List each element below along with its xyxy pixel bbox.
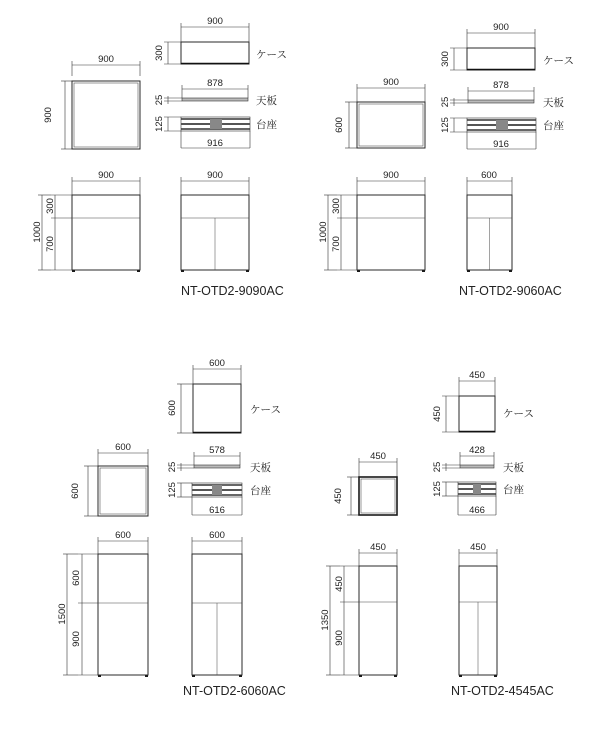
case-width-dim: 900 (207, 16, 223, 27)
plan-outline (72, 81, 140, 149)
top-plate-label: 天板 (503, 462, 524, 474)
base-label: 台座 (543, 120, 564, 132)
top-plate-height-dim: 25 (167, 461, 178, 473)
front-outline (98, 554, 148, 675)
base-part (440, 117, 564, 150)
base-width-dim: 916 (207, 138, 223, 149)
plan-depth-dim: 600 (334, 117, 345, 133)
case-outline (181, 42, 249, 64)
plan-outline (98, 466, 148, 516)
front-width-dim: 900 (98, 170, 114, 181)
base-height-dim: 125 (432, 481, 443, 497)
top-plate-height-dim: 25 (432, 461, 443, 473)
case-height-dim: 450 (432, 406, 443, 422)
product-9060 (318, 22, 574, 298)
plan-depth-dim: 450 (333, 488, 344, 504)
top-plate-outline (468, 100, 534, 103)
front-upper-dim: 600 (71, 570, 82, 586)
plan-width-dim: 900 (383, 77, 399, 88)
front-total-dim: 1000 (32, 221, 43, 243)
base-label: 台座 (250, 485, 271, 497)
case-height-dim: 300 (440, 51, 451, 67)
base-height-dim: 125 (167, 482, 178, 498)
top-plate-width-dim: 878 (493, 80, 509, 91)
side-width-dim: 600 (481, 170, 497, 181)
case-label: ケース (503, 408, 534, 420)
front-elevation (318, 170, 425, 272)
case-label: ケース (256, 49, 287, 61)
case-part (154, 16, 287, 64)
front-lower-dim: 700 (331, 236, 342, 252)
plan-width-dim: 600 (115, 442, 131, 453)
case-height-dim: 600 (167, 400, 178, 416)
front-upper-dim: 300 (45, 198, 56, 214)
top-plate-width-dim: 878 (207, 78, 223, 89)
case-height-dim: 300 (154, 45, 165, 61)
model-name: NT-OTD2-6060AC (183, 684, 286, 698)
case-width-dim: 600 (209, 358, 225, 369)
case-label: ケース (543, 55, 574, 67)
front-total-dim: 1500 (57, 603, 68, 625)
side-elevation (459, 542, 497, 677)
base-part (432, 481, 524, 516)
plan-view (43, 54, 140, 149)
front-upper-dim: 300 (331, 198, 342, 214)
plan-depth-dim: 900 (43, 107, 54, 123)
front-total-dim: 1000 (318, 221, 329, 243)
top-plate-part (432, 445, 524, 474)
model-name: NT-OTD2-4545AC (451, 684, 554, 698)
plan-view (333, 451, 397, 515)
side-width-dim: 900 (207, 170, 223, 181)
base-height-dim: 125 (154, 116, 165, 132)
front-elevation (57, 530, 148, 677)
case-outline (467, 48, 535, 70)
base-width-dim: 616 (209, 505, 225, 516)
case-part (432, 370, 534, 432)
top-plate-label: 天板 (543, 97, 564, 109)
front-width-dim: 450 (370, 542, 386, 553)
top-plate-height-dim: 25 (440, 96, 451, 108)
top-plate-width-dim: 428 (469, 445, 485, 456)
base-part (167, 482, 271, 516)
base-width-dim: 466 (469, 505, 485, 516)
product-9090 (32, 16, 287, 298)
front-lower-dim: 900 (334, 630, 345, 646)
plan-depth-dim: 600 (70, 483, 81, 499)
model-name: NT-OTD2-9090AC (181, 284, 284, 298)
top-plate-part (440, 80, 564, 109)
case-label: ケース (250, 404, 281, 416)
front-lower-dim: 700 (45, 236, 56, 252)
case-part (440, 22, 574, 70)
front-width-dim: 600 (115, 530, 131, 541)
base-height-dim: 125 (440, 117, 451, 133)
plan-width-dim: 900 (98, 54, 114, 65)
top-plate-label: 天板 (256, 95, 277, 107)
front-width-dim: 900 (383, 170, 399, 181)
side-width-dim: 450 (470, 542, 486, 553)
side-width-dim: 600 (209, 530, 225, 541)
plan-outline (359, 477, 397, 515)
top-plate-width-dim: 578 (209, 445, 225, 456)
case-outline (193, 384, 241, 433)
front-outline (72, 195, 140, 270)
front-lower-dim: 900 (71, 631, 82, 647)
top-plate-part (167, 445, 271, 474)
base-label: 台座 (256, 119, 277, 131)
case-width-dim: 900 (493, 22, 509, 33)
case-width-dim: 450 (469, 370, 485, 381)
front-outline (357, 195, 425, 270)
case-part (167, 358, 281, 433)
plan-outline (357, 102, 425, 148)
top-plate-part (154, 78, 277, 107)
front-total-dim: 1350 (320, 609, 331, 631)
base-part (154, 116, 277, 149)
model-name: NT-OTD2-9060AC (459, 284, 562, 298)
base-width-dim: 916 (493, 139, 509, 150)
top-plate-outline (194, 465, 240, 468)
front-elevation (32, 170, 140, 272)
top-plate-outline (460, 465, 494, 468)
side-elevation (192, 530, 242, 677)
side-elevation (181, 170, 249, 272)
plan-view (334, 77, 425, 148)
front-upper-dim: 450 (334, 576, 345, 592)
front-elevation (320, 542, 397, 677)
product-4545 (320, 370, 554, 698)
side-elevation (467, 170, 512, 272)
product-6060 (57, 358, 286, 698)
top-plate-outline (182, 98, 248, 101)
front-outline (359, 566, 397, 675)
top-plate-label: 天板 (250, 462, 271, 474)
plan-view (70, 442, 148, 516)
plan-width-dim: 450 (370, 451, 386, 462)
top-plate-height-dim: 25 (154, 94, 165, 106)
base-label: 台座 (503, 484, 524, 496)
case-outline (459, 396, 495, 432)
